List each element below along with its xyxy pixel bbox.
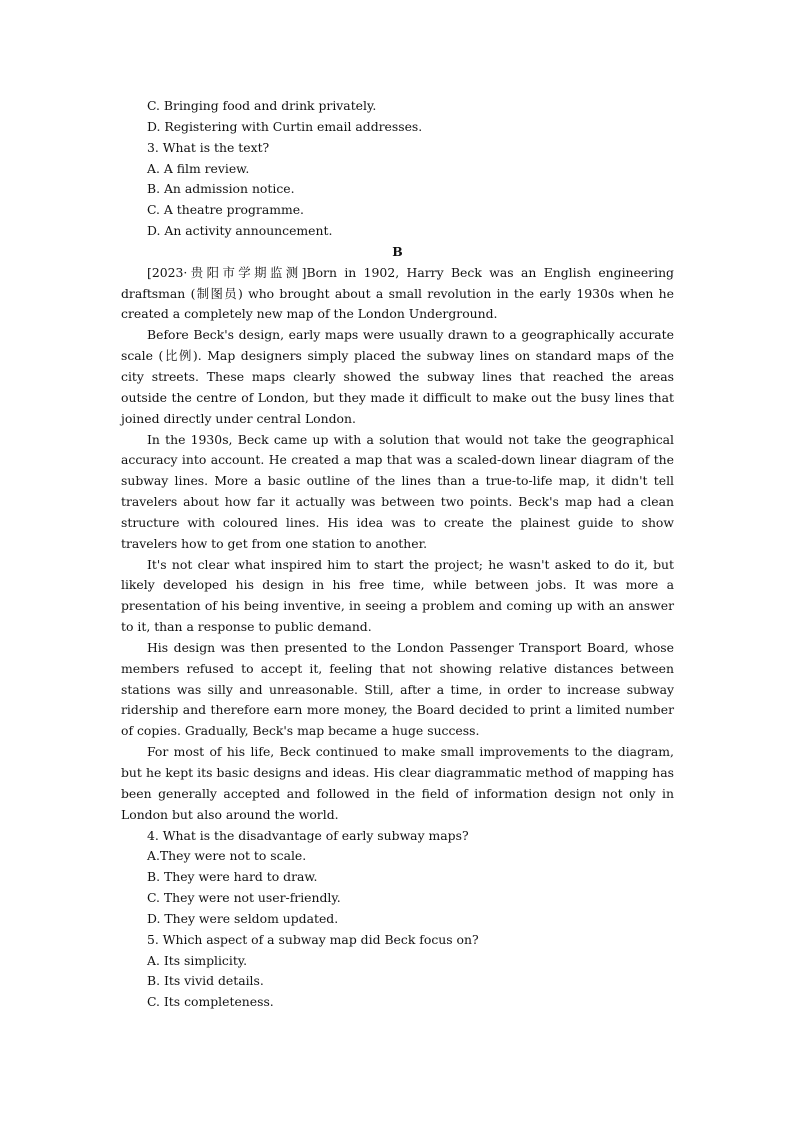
question-4: 4. What is the disadvantage of early subway maps? [147,827,469,843]
option-4c: C. They were not user-friendly. [147,890,341,906]
option-4a: A.They were not to scale. [147,848,307,864]
option-5c: C. Its completeness. [147,994,274,1010]
option-4d: D. They were seldom updated. [147,910,339,926]
question-5: 5. Which aspect of a subway map did Beck focus on? [147,931,479,947]
option-5b: B. Its vivid details. [147,973,264,989]
option-3b: B. An admission notice. [147,181,295,197]
paragraph-4: It's not clear what inspired him to start the project; he wasn't asked to do it, but likely developed his design in his free time, while between jobs. It was more a presentation of his being inventive, in seeing a problem and coming up with an answer to it, than a response to public demand. [121,556,674,635]
option-3c: C. A theatre programme. [147,202,304,218]
document-page [121,96,674,1013]
paragraph-2: Before Beck's design, early maps were usually drawn to a geographically accurate scale (比例). Map designers simply placed the subway lines on standard maps of the city streets. These maps clearly showed the subway lines that reached the areas outside the centre of London, but they made it difficult to make out the busy lines that joined directly under central London. [121,327,674,426]
option-5a: A. Its simplicity. [147,952,248,968]
paragraph-3: In the 1930s, Beck came up with a solution that would not take the geographical accuracy into account. He created a map that was a scaled-down linear diagram of the subway lines. More a basic outline of the lines than a true-to-life map, it didn't tell travelers about how far it actually was between two points. Beck's map had a clean structure with coloured lines. His idea was to create the plainest guide to show travelers how to get from one station to another. [121,431,674,551]
section-title-b: B [392,243,403,259]
paragraph-6: For most of his life, Beck continued to make small improvements to the diagram, but he kept its basic designs and ideas. His clear diagrammatic method of mapping has been generally accepted and followed in the field of information design not only in London but also around the world. [121,744,674,822]
option-2d: D. Registering with Curtin email addresses. [147,118,423,134]
option-4b: B. They were hard to draw. [147,869,318,885]
paragraph-5: His design was then presented to the London Passenger Transport Board, whose members refused to accept it, feeling that not showing relative distances between stations was silly and unreasonable. Still, after a time, in order to increase subway ridership and therefore earn more money, the Board decided to print a limited number of copies. Gradually, Beck's map became a huge success. [121,639,674,739]
question-3: 3. What is the text? [147,139,270,155]
option-3d: D. An activity announcement. [147,223,333,239]
option-3a: A. A film review. [147,160,250,176]
paragraph-1: [2023·贵阳市学期监测]Born in 1902, Harry Beck was an English engineering draftsman (制图员) who brought about a small revolution in the early 1930s when he created a completely new map of the London Underground. [121,264,674,322]
option-2c: C. Bringing food and drink privately. [147,98,377,113]
